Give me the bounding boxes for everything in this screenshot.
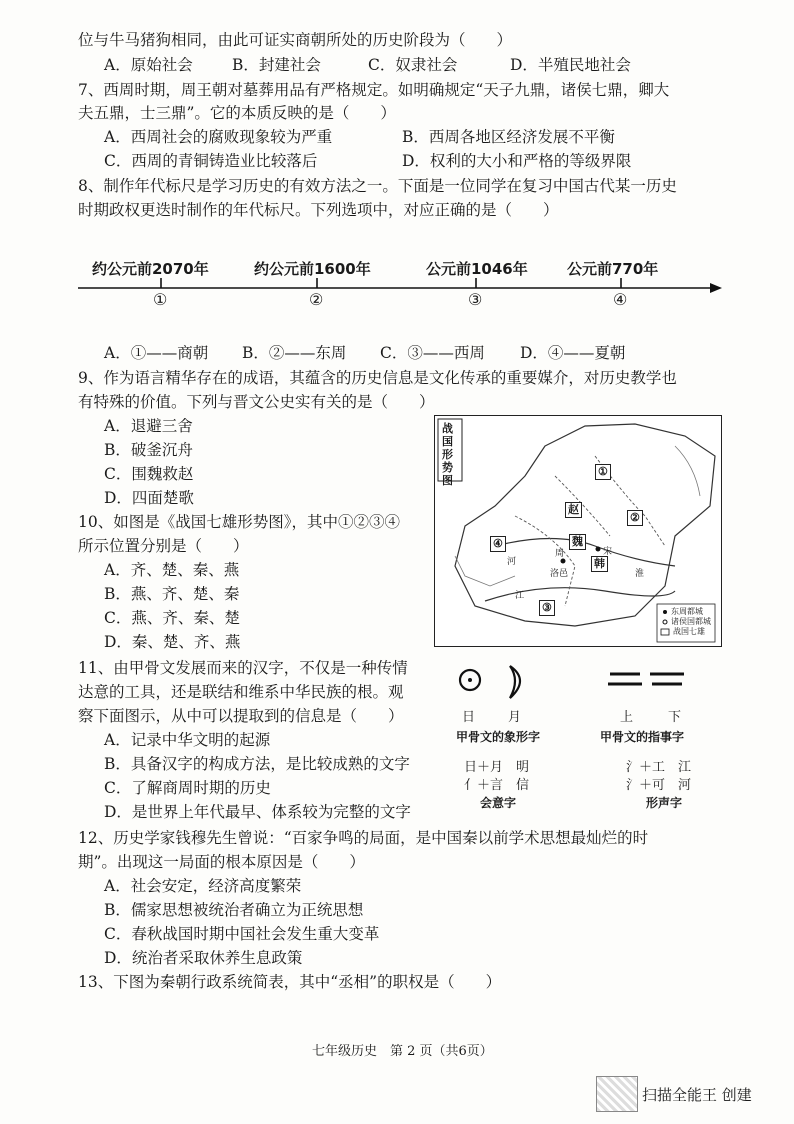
q9-option-c: C．围魏救赵 bbox=[104, 465, 194, 483]
q6-option-d: D．半殖民地社会 bbox=[510, 56, 631, 74]
phonogram-title: 形声字 bbox=[646, 796, 683, 810]
map-river-huai: 淮 bbox=[635, 569, 645, 579]
q12-stem-2: 期”。出现这一局面的根本原因是（ ） bbox=[78, 853, 365, 871]
map-mark-4: ④ bbox=[490, 536, 506, 552]
q12-stem-1: 12、历史学家钱穆先生曾说：“百家争鸣的局面，是中国秦以前学术思想最灿烂的时 bbox=[78, 829, 649, 847]
ideogram-row-1: 日＋月 明 bbox=[464, 760, 530, 775]
q11-stem-3: 察下面图示，从中可以提取到的信息是（ ） bbox=[78, 707, 404, 725]
timeline-label-4: 公元前770年 bbox=[567, 260, 659, 278]
q6-option-c: C．奴隶社会 bbox=[368, 56, 458, 74]
q10-option-a: A．齐、楚、秦、燕 bbox=[104, 561, 240, 579]
phonogram-row-1: 氵＋工 江 bbox=[626, 760, 692, 775]
scanner-qr-icon bbox=[596, 1076, 638, 1112]
page-footer: 七年级历史 第 2 页（共6页） bbox=[312, 1044, 493, 1059]
scanner-watermark: 扫描全能王 创建 bbox=[642, 1086, 752, 1104]
map-legend-state-capital: 诸侯国都城 bbox=[671, 617, 711, 626]
q10-option-c: C．燕、齐、秦、楚 bbox=[104, 609, 240, 627]
timeline-axis bbox=[70, 276, 730, 298]
q8-stem-2: 时期政权更迭时制作的年代标尺。下列选项中，对应正确的是（ ） bbox=[78, 201, 559, 219]
map-city-luoyi: 洛邑 bbox=[550, 569, 569, 579]
q8-option-a: A．①——商朝 bbox=[104, 344, 209, 362]
timeline-label-3: 公元前1046年 bbox=[426, 260, 528, 278]
q7-option-a: A．西周社会的腐败现象较为严重 bbox=[104, 128, 333, 146]
indicative-title: 甲骨文的指事字 bbox=[600, 730, 685, 744]
map-legend-seven-states: 战国七雄 bbox=[673, 627, 705, 636]
q7-stem-1: 7、西周时期，周王朝对墓葬用品有严格规定。如明确规定“天子九鼎，诸侯七鼎，卿大 bbox=[78, 81, 670, 99]
q7-option-b: B．西周各地区经济发展不平衡 bbox=[402, 128, 615, 146]
q12-option-a: A．社会安定，经济高度繁荣 bbox=[104, 877, 302, 895]
map-state-han: 韩 bbox=[591, 556, 608, 572]
oracle-glyph-drawings bbox=[450, 660, 730, 710]
q7-option-c: C．西周的青铜铸造业比较落后 bbox=[104, 152, 318, 170]
q9-stem-1: 9、作为语言精华存在的成语，其蕴含的历史信息是文化传承的重要媒介，对历史教学也 bbox=[78, 369, 677, 387]
q12-option-b: B．儒家思想被统治者确立为正统思想 bbox=[104, 901, 364, 919]
timeline-mark-2: ② bbox=[309, 290, 324, 309]
q8-stem-1: 8、制作年代标尺是学习历史的有效方法之一。下面是一位同学在复习中国古代某一历史 bbox=[78, 177, 677, 195]
q8-option-c: C．③——西周 bbox=[380, 344, 485, 362]
map-mark-2: ② bbox=[627, 510, 643, 526]
timeline-label-2: 约公元前1600年 bbox=[254, 260, 371, 278]
map-river-he: 河 bbox=[507, 557, 517, 567]
q12-option-d: D．统治者采取休养生息政策 bbox=[104, 949, 303, 967]
q13-stem: 13、下图为秦朝行政系统简表，其中“丞相”的职权是（ ） bbox=[78, 973, 502, 991]
glyph-label-yue: 月 bbox=[508, 710, 522, 725]
ideogram-title: 会意字 bbox=[480, 796, 517, 810]
map-city-zhou: 周 bbox=[555, 549, 565, 559]
glyph-label-ri: 日 bbox=[462, 710, 476, 725]
q11-option-d: D．是世界上年代最早、体系较为完整的文字 bbox=[104, 803, 411, 821]
phonogram-row-2: 氵＋可 河 bbox=[626, 778, 692, 793]
q9-option-b: B．破釜沉舟 bbox=[104, 441, 193, 459]
map-legend-capital: 东周都城 bbox=[671, 607, 703, 616]
timeline-mark-3: ③ bbox=[468, 290, 483, 309]
q7-option-d: D．权利的大小和严格的等级界限 bbox=[402, 152, 632, 170]
q9-option-a: A．退避三舍 bbox=[104, 417, 193, 435]
q10-stem-2: 所示位置分别是（ ） bbox=[78, 537, 249, 555]
map-title: 战国形势图 bbox=[442, 422, 453, 487]
ideogram-row-2: 亻＋言 信 bbox=[464, 778, 530, 793]
oracle-glyph-figure bbox=[450, 660, 730, 810]
glyph-label-shang: 上 bbox=[620, 710, 634, 725]
q6-option-b: B．封建社会 bbox=[232, 56, 321, 74]
q12-option-c: C．春秋战国时期中国社会发生重大变革 bbox=[104, 925, 380, 943]
warring-states-map bbox=[434, 415, 722, 647]
q6-stem-cont: 位与牛马猪狗相同，由此可证实商朝所处的历史阶段为（ ） bbox=[78, 31, 513, 49]
map-mark-3: ③ bbox=[539, 600, 555, 616]
q10-option-b: B．燕、齐、楚、秦 bbox=[104, 585, 240, 603]
glyph-label-xia: 下 bbox=[668, 710, 682, 725]
q10-stem-1: 10、如图是《战国七雄形势图》，其中①②③④ bbox=[78, 513, 400, 531]
q10-option-d: D．秦、楚、齐、燕 bbox=[104, 633, 241, 651]
timeline-label-1: 约公元前2070年 bbox=[92, 260, 209, 278]
map-mark-1: ① bbox=[595, 464, 611, 480]
q11-option-b: B．具备汉字的构成方法，是比较成熟的文字 bbox=[104, 755, 410, 773]
q9-option-d: D．四面楚歌 bbox=[104, 489, 194, 507]
timeline-mark-4: ④ bbox=[613, 290, 628, 309]
q11-option-a: A．记录中华文明的起源 bbox=[104, 731, 271, 749]
map-state-zhao: 赵 bbox=[565, 502, 582, 518]
q8-option-d: D．④——夏朝 bbox=[520, 344, 626, 362]
q9-stem-2: 有特殊的价值。下列与晋文公史实有关的是（ ） bbox=[78, 393, 435, 411]
q11-stem-2: 达意的工具，还是联结和维系中华民族的根。观 bbox=[78, 683, 404, 701]
q11-stem-1: 11、由甲骨文发展而来的汉字，不仅是一种传情 bbox=[78, 659, 408, 677]
map-river-jiang: 江 bbox=[515, 591, 525, 601]
map-city-song: 宋 bbox=[603, 547, 613, 557]
q8-option-b: B．②——东周 bbox=[242, 344, 347, 362]
map-state-wei: 魏 bbox=[569, 534, 586, 550]
timeline-mark-1: ① bbox=[153, 290, 168, 309]
q6-option-a: A．原始社会 bbox=[104, 56, 193, 74]
pictographic-title: 甲骨文的象形字 bbox=[456, 730, 541, 744]
q11-option-c: C．了解商周时期的历史 bbox=[104, 779, 271, 797]
q7-stem-2: 夫五鼎，士三鼎”。它的本质反映的是（ ） bbox=[78, 104, 396, 122]
